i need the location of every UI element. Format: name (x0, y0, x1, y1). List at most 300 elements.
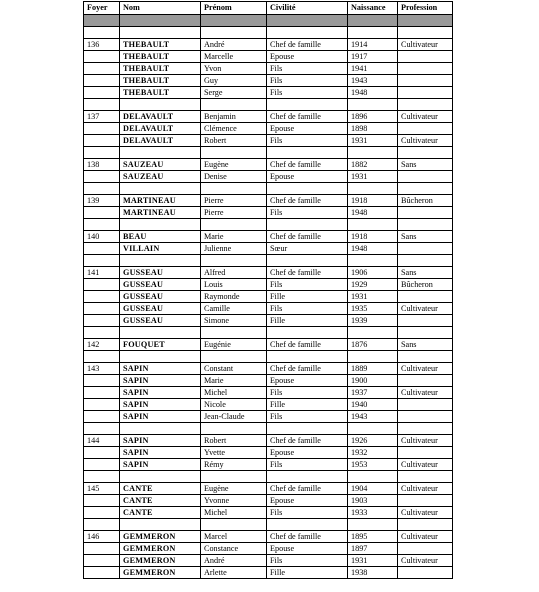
prenom-cell: Robert (201, 435, 267, 447)
prenom-cell: Guy (201, 75, 267, 87)
civilite-cell: Epouse (267, 375, 348, 387)
naissance-cell: 1948 (348, 87, 398, 99)
naissance-cell: 1939 (348, 315, 398, 327)
civilite-cell: Chef de famille (267, 39, 348, 51)
prenom-cell: Serge (201, 87, 267, 99)
civilite-cell: Epouse (267, 123, 348, 135)
spacer-cell (267, 255, 348, 267)
household-spacer-row (84, 183, 453, 195)
civilite-cell: Fille (267, 567, 348, 579)
naissance-cell: 1941 (348, 63, 398, 75)
prenom-cell: Nicole (201, 399, 267, 411)
nom-cell: SAUZEAU (120, 171, 201, 183)
prenom-cell: Pierre (201, 207, 267, 219)
nom-cell: FOUQUET (120, 339, 201, 351)
header-band-cell (398, 15, 453, 27)
foyer-cell (84, 387, 120, 399)
profession-cell (398, 495, 453, 507)
spacer-cell (348, 255, 398, 267)
header-naissance: Naissance (348, 2, 398, 15)
table-row (84, 435, 453, 447)
table-row (84, 507, 453, 519)
spacer-cell (201, 219, 267, 231)
naissance-cell: 1937 (348, 387, 398, 399)
profession-cell (398, 375, 453, 387)
nom-cell: THEBAULT (120, 39, 201, 51)
naissance-cell: 1896 (348, 111, 398, 123)
civilite-cell: Fils (267, 411, 348, 423)
naissance-cell: 1900 (348, 375, 398, 387)
spacer-cell (84, 423, 120, 435)
civilite-cell: Fille (267, 291, 348, 303)
civilite-cell: Chef de famille (267, 231, 348, 243)
naissance-cell: 1904 (348, 483, 398, 495)
header-band-cell (84, 15, 120, 27)
naissance-cell: 1918 (348, 231, 398, 243)
nom-cell: DELAVAULT (120, 111, 201, 123)
prenom-cell: Alfred (201, 267, 267, 279)
prenom-cell: Pierre (201, 195, 267, 207)
profession-cell: Sans (398, 267, 453, 279)
foyer-cell (84, 87, 120, 99)
nom-cell: THEBAULT (120, 63, 201, 75)
table-row (84, 111, 453, 123)
spacer-cell (120, 471, 201, 483)
civilite-cell: Epouse (267, 51, 348, 63)
civilite-cell: Chef de famille (267, 435, 348, 447)
nom-cell: DELAVAULT (120, 123, 201, 135)
household-spacer-row (84, 255, 453, 267)
profession-cell (398, 123, 453, 135)
nom-cell: SAPIN (120, 363, 201, 375)
table-row (84, 567, 453, 579)
nom-cell: BEAU (120, 231, 201, 243)
profession-cell: Sans (398, 231, 453, 243)
table-row (84, 543, 453, 555)
nom-cell: SAPIN (120, 459, 201, 471)
table-row (84, 303, 453, 315)
foyer-cell: 144 (84, 435, 120, 447)
household-spacer-row (84, 519, 453, 531)
table-row (84, 87, 453, 99)
spacer-cell (398, 423, 453, 435)
nom-cell: MARTINEAU (120, 207, 201, 219)
nom-cell: SAPIN (120, 435, 201, 447)
spacer-cell (348, 519, 398, 531)
prenom-cell: Raymonde (201, 291, 267, 303)
profession-cell: Cultivateur (398, 363, 453, 375)
profession-cell: Cultivateur (398, 387, 453, 399)
foyer-cell: 142 (84, 339, 120, 351)
spacer-cell (398, 327, 453, 339)
profession-cell (398, 75, 453, 87)
foyer-cell: 136 (84, 39, 120, 51)
table-row (84, 495, 453, 507)
naissance-cell: 1933 (348, 507, 398, 519)
household-spacer-row (84, 351, 453, 363)
nom-cell: SAPIN (120, 375, 201, 387)
naissance-cell: 1898 (348, 123, 398, 135)
civilite-cell: Chef de famille (267, 195, 348, 207)
nom-cell: SAPIN (120, 399, 201, 411)
foyer-cell (84, 399, 120, 411)
spacer-cell (201, 327, 267, 339)
prenom-cell: Constant (201, 363, 267, 375)
prenom-cell: Eugénie (201, 339, 267, 351)
nom-cell: GEMMERON (120, 567, 201, 579)
prenom-cell: Louis (201, 279, 267, 291)
header-band-cell (267, 15, 348, 27)
prenom-cell: Marie (201, 231, 267, 243)
spacer-cell (201, 423, 267, 435)
spacer-cell (267, 519, 348, 531)
spacer-cell (348, 147, 398, 159)
spacer-cell (201, 27, 267, 39)
nom-cell: CANTE (120, 495, 201, 507)
spacer-cell (120, 27, 201, 39)
foyer-cell (84, 303, 120, 315)
table-row (84, 63, 453, 75)
foyer-cell: 143 (84, 363, 120, 375)
prenom-cell: Julienne (201, 243, 267, 255)
spacer-cell (348, 423, 398, 435)
civilite-cell: Fils (267, 507, 348, 519)
prenom-cell: Marcelle (201, 51, 267, 63)
table-row (84, 459, 453, 471)
civilite-cell: Chef de famille (267, 111, 348, 123)
naissance-cell: 1914 (348, 39, 398, 51)
naissance-cell: 1943 (348, 411, 398, 423)
spacer-cell (398, 351, 453, 363)
nom-cell: SAPIN (120, 387, 201, 399)
table-row (84, 75, 453, 87)
naissance-cell: 1935 (348, 303, 398, 315)
header-band-cell (201, 15, 267, 27)
spacer-cell (120, 99, 201, 111)
spacer-cell (84, 351, 120, 363)
foyer-cell (84, 171, 120, 183)
spacer-cell (84, 255, 120, 267)
spacer-cell (120, 255, 201, 267)
profession-cell (398, 51, 453, 63)
prenom-cell: Michel (201, 387, 267, 399)
naissance-cell: 1889 (348, 363, 398, 375)
spacer-cell (398, 27, 453, 39)
foyer-cell (84, 63, 120, 75)
spacer-cell (398, 519, 453, 531)
census-table (83, 1, 453, 579)
nom-cell: GUSSEAU (120, 291, 201, 303)
profession-cell: Cultivateur (398, 39, 453, 51)
foyer-cell: 146 (84, 531, 120, 543)
spacer-cell (201, 183, 267, 195)
naissance-cell: 1948 (348, 243, 398, 255)
table-row (84, 135, 453, 147)
foyer-cell (84, 411, 120, 423)
foyer-cell (84, 279, 120, 291)
spacer-cell (201, 147, 267, 159)
civilite-cell: Fils (267, 207, 348, 219)
prenom-cell: Marie (201, 375, 267, 387)
profession-cell: Cultivateur (398, 507, 453, 519)
spacer-cell (201, 255, 267, 267)
civilite-cell: Chef de famille (267, 159, 348, 171)
profession-cell: Cultivateur (398, 111, 453, 123)
nom-cell: GEMMERON (120, 555, 201, 567)
table-row (84, 171, 453, 183)
profession-cell: Sans (398, 159, 453, 171)
naissance-cell: 1895 (348, 531, 398, 543)
naissance-cell: 1940 (348, 399, 398, 411)
spacer-cell (267, 423, 348, 435)
foyer-cell (84, 375, 120, 387)
spacer-cell (267, 351, 348, 363)
foyer-cell (84, 207, 120, 219)
foyer-cell: 141 (84, 267, 120, 279)
civilite-cell: Fille (267, 399, 348, 411)
prenom-cell: Michel (201, 507, 267, 519)
profession-cell (398, 399, 453, 411)
spacer-cell (84, 147, 120, 159)
civilite-cell: Chef de famille (267, 363, 348, 375)
naissance-cell: 1932 (348, 447, 398, 459)
household-spacer-row (84, 471, 453, 483)
spacer-cell (84, 183, 120, 195)
table-row (84, 207, 453, 219)
spacer-cell (398, 183, 453, 195)
prenom-cell: André (201, 39, 267, 51)
spacer-cell (84, 327, 120, 339)
spacer-cell (348, 219, 398, 231)
prenom-cell: Marcel (201, 531, 267, 543)
spacer-cell (120, 423, 201, 435)
foyer-cell (84, 447, 120, 459)
household-spacer-row (84, 219, 453, 231)
foyer-cell (84, 123, 120, 135)
prenom-cell: Yvon (201, 63, 267, 75)
spacer-cell (398, 219, 453, 231)
naissance-cell: 1876 (348, 339, 398, 351)
spacer-cell (348, 99, 398, 111)
foyer-cell (84, 51, 120, 63)
naissance-cell: 1903 (348, 495, 398, 507)
spacer-cell (120, 183, 201, 195)
household-spacer-row (84, 327, 453, 339)
profession-cell (398, 411, 453, 423)
table-row (84, 159, 453, 171)
spacer-cell (348, 183, 398, 195)
foyer-cell (84, 459, 120, 471)
spacer-cell (84, 99, 120, 111)
household-spacer-row (84, 423, 453, 435)
naissance-cell: 1931 (348, 555, 398, 567)
nom-cell: GUSSEAU (120, 303, 201, 315)
nom-cell: GEMMERON (120, 531, 201, 543)
foyer-cell (84, 543, 120, 555)
profession-cell (398, 543, 453, 555)
table-row (84, 39, 453, 51)
profession-cell: Cultivateur (398, 435, 453, 447)
spacer-cell (201, 99, 267, 111)
nom-cell: GUSSEAU (120, 267, 201, 279)
naissance-cell: 1948 (348, 207, 398, 219)
foyer-cell (84, 315, 120, 327)
profession-cell (398, 315, 453, 327)
prenom-cell: Constance (201, 543, 267, 555)
spacer-cell (201, 471, 267, 483)
spacer-cell (398, 99, 453, 111)
civilite-cell: Chef de famille (267, 483, 348, 495)
spacer-cell (348, 471, 398, 483)
nom-cell: SAPIN (120, 411, 201, 423)
spacer-cell (84, 219, 120, 231)
spacer-cell (84, 27, 120, 39)
naissance-cell: 1906 (348, 267, 398, 279)
table-row (84, 555, 453, 567)
profession-cell (398, 207, 453, 219)
table-row (84, 291, 453, 303)
spacer-cell (398, 471, 453, 483)
profession-cell: Sans (398, 339, 453, 351)
spacer-cell (267, 99, 348, 111)
profession-cell: Cultivateur (398, 483, 453, 495)
foyer-cell (84, 495, 120, 507)
foyer-cell: 138 (84, 159, 120, 171)
nom-cell: DELAVAULT (120, 135, 201, 147)
naissance-cell: 1938 (348, 567, 398, 579)
nom-cell: THEBAULT (120, 75, 201, 87)
profession-cell (398, 567, 453, 579)
naissance-cell: 1931 (348, 135, 398, 147)
spacer-cell (267, 219, 348, 231)
prenom-cell: Denise (201, 171, 267, 183)
foyer-cell (84, 135, 120, 147)
table-row (84, 375, 453, 387)
table-row (84, 51, 453, 63)
profession-cell: Cultivateur (398, 303, 453, 315)
spacer-cell (120, 327, 201, 339)
nom-cell: GEMMERON (120, 543, 201, 555)
civilite-cell: Fils (267, 555, 348, 567)
header-nom: Nom (120, 2, 201, 15)
profession-cell (398, 291, 453, 303)
prenom-cell: André (201, 555, 267, 567)
civilite-cell: Sœur (267, 243, 348, 255)
profession-cell: Bûcheron (398, 195, 453, 207)
spacer-cell (348, 327, 398, 339)
foyer-cell (84, 75, 120, 87)
household-spacer-row (84, 99, 453, 111)
foyer-cell: 140 (84, 231, 120, 243)
table-row (84, 411, 453, 423)
nom-cell: VILLAIN (120, 243, 201, 255)
foyer-cell (84, 567, 120, 579)
naissance-cell: 1897 (348, 543, 398, 555)
table-row (84, 267, 453, 279)
spacer-cell (120, 351, 201, 363)
table-row (84, 447, 453, 459)
foyer-cell (84, 291, 120, 303)
profession-cell (398, 243, 453, 255)
civilite-cell: Fils (267, 87, 348, 99)
civilite-cell: Chef de famille (267, 339, 348, 351)
prenom-cell: Eugène (201, 159, 267, 171)
header-profession: Profession (398, 2, 453, 15)
profession-cell (398, 63, 453, 75)
civilite-cell: Fils (267, 63, 348, 75)
civilite-cell: Fils (267, 459, 348, 471)
header-band-cell (120, 15, 201, 27)
spacer-cell (267, 327, 348, 339)
civilite-cell: Fils (267, 279, 348, 291)
naissance-cell: 1931 (348, 291, 398, 303)
table-row (84, 195, 453, 207)
profession-cell: Cultivateur (398, 555, 453, 567)
civilite-cell: Fils (267, 387, 348, 399)
spacer-cell (120, 219, 201, 231)
nom-cell: GUSSEAU (120, 279, 201, 291)
table-row (84, 243, 453, 255)
table-body (84, 15, 453, 579)
nom-cell: CANTE (120, 507, 201, 519)
table-row (84, 387, 453, 399)
spacer-cell (348, 351, 398, 363)
header-foyer: Foyer (84, 2, 120, 15)
civilite-cell: Fils (267, 303, 348, 315)
table-row (84, 483, 453, 495)
naissance-cell: 1882 (348, 159, 398, 171)
naissance-cell: 1931 (348, 171, 398, 183)
prenom-cell: Robert (201, 135, 267, 147)
spacer-cell (201, 351, 267, 363)
civilite-cell: Epouse (267, 171, 348, 183)
naissance-cell: 1918 (348, 195, 398, 207)
profession-cell: Cultivateur (398, 135, 453, 147)
household-spacer-row (84, 27, 453, 39)
prenom-cell: Eugène (201, 483, 267, 495)
spacer-cell (120, 147, 201, 159)
spacer-cell (201, 519, 267, 531)
household-spacer-row (84, 147, 453, 159)
prenom-cell: Arlette (201, 567, 267, 579)
profession-cell (398, 87, 453, 99)
header-band-row (84, 15, 453, 27)
profession-cell: Bûcheron (398, 279, 453, 291)
naissance-cell: 1953 (348, 459, 398, 471)
civilite-cell: Epouse (267, 543, 348, 555)
spacer-cell (267, 147, 348, 159)
profession-cell: Cultivateur (398, 459, 453, 471)
prenom-cell: Simone (201, 315, 267, 327)
prenom-cell: Benjamin (201, 111, 267, 123)
profession-cell: Cultivateur (398, 531, 453, 543)
table-row (84, 231, 453, 243)
naissance-cell: 1917 (348, 51, 398, 63)
spacer-cell (348, 27, 398, 39)
nom-cell: SAPIN (120, 447, 201, 459)
prenom-cell: Clémence (201, 123, 267, 135)
spacer-cell (267, 27, 348, 39)
foyer-cell: 137 (84, 111, 120, 123)
nom-cell: GUSSEAU (120, 315, 201, 327)
naissance-cell: 1926 (348, 435, 398, 447)
table-row (84, 399, 453, 411)
civilite-cell: Epouse (267, 447, 348, 459)
foyer-cell (84, 243, 120, 255)
foyer-cell (84, 507, 120, 519)
spacer-cell (84, 471, 120, 483)
naissance-cell: 1943 (348, 75, 398, 87)
